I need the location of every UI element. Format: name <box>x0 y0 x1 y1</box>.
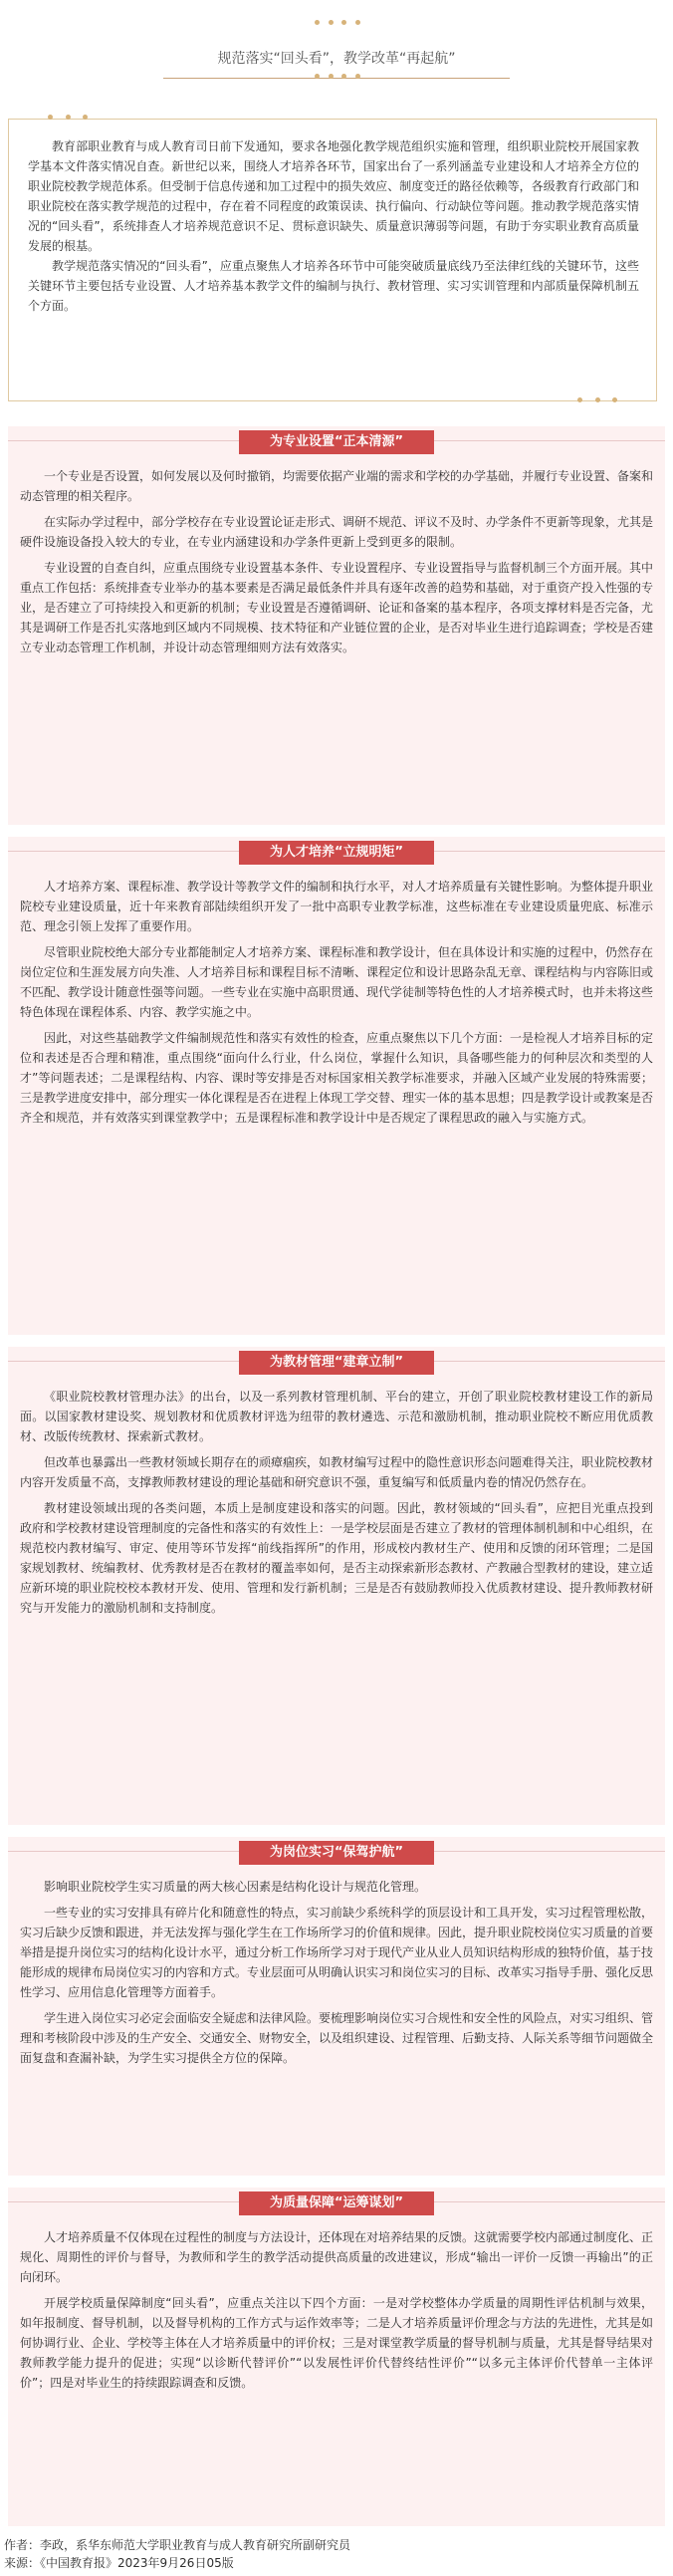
paragraph: 一个专业是否设置，如何发展以及何时撤销，均需要依据产业端的需求和学校的办学基础，并履行专业设置、备案和动态管理的相关程序。 <box>20 469 654 503</box>
section-heading: 为质量保障“运筹谋划” <box>239 2191 434 2215</box>
decor-dot-icon <box>83 115 88 120</box>
paragraph: 教材建设领域出现的各类问题，本质上是制度建设和落实的问题。因此，教材领域的“回头看”，应把目光重点投到政府和学校教材建设管理制度的完备性和落实的有效性上：一是学校层面是否建立了教材的管理体制机制和中心组织，在规范校内教材编写、审定、使用等环节发挥“前线指挥所”的作用，形成校内教材生产、使用和反馈的闭环管理；二是国家规划教材、统编教材、优秀教材是否在教材的覆盖率如何，是否主动探索新形态教材、产教融合型教材的建设，建立适应新环境的职业院校校本教材开发、使用、管理和发行新机制；三是是否有鼓励教师投入优质教材建设、提升教师教材研究与开发能力的激励机制和支持制度。 <box>20 1501 654 1615</box>
intro-dots-bottom <box>577 397 617 405</box>
section-heading: 为教材管理“建章立制” <box>239 1351 434 1375</box>
decor-dot-icon <box>577 397 582 402</box>
intro-box <box>8 115 657 401</box>
paragraph: 学生进入岗位实习必定会面临安全疑虑和法律风险。要梳理影响岗位实习合规性和安全性的风险点，对实习组织、管理和考核阶段中涉及的生产安全、交通安全、财物安全，以及组织建设、过程管理、后勤支持、人际关系等细节问题做全面复盘和查漏补缺，为学生实习提供全方位的保障。 <box>20 2011 654 2065</box>
page-title: 规范落实“回头看”，教学改革“再起航” <box>217 51 456 67</box>
section-textbook <box>8 1347 665 1825</box>
section-header <box>8 1347 665 1377</box>
section-major-setup <box>8 426 665 825</box>
section-header <box>8 2188 665 2217</box>
decor-dot-icon <box>355 74 360 79</box>
section-body <box>20 2227 653 2399</box>
section-body <box>20 1877 653 2074</box>
intro-text <box>28 136 639 316</box>
paragraph: 开展学校质量保障制度“回头看”，应重点关注以下四个方面：一是对学校整体办学质量的周期性评估机制与效果，如年报制度、督导机制，以及督导机构的工作方式与运作效率等；二是人才培养质量评价理念与方法的先进性，尤其是如何协调行业、企业、学校等主体在人才培养质量中的评价权；三是对课堂教学质量的督导机制与质量，尤其是督导结果对教师教学能力提升的促进；实现“以诊断代替评价”“以发展性评价代替终结性评价”“以多元主体评价代替单一主体评价”；四是对毕业生的持续跟踪调查和反馈。 <box>20 2296 654 2390</box>
decor-dot-icon <box>48 115 53 120</box>
section-header <box>8 1837 665 1867</box>
section-body <box>20 877 653 1134</box>
paragraph: 《职业院校教材管理办法》的出台，以及一系列教材管理机制、平台的建立，开创了职业院校教材建设工作的新局面。以国家教材建设奖、规划教材和优质教材评选为纽带的教材遴选、示范和激励机制，推动职业院校不断应用优质教材、改版传统教材、探索新式教材。 <box>20 1390 653 1443</box>
section-internship <box>8 1837 665 2176</box>
section-quality-assurance <box>8 2188 665 2526</box>
section-body <box>20 1387 653 1624</box>
intro-paragraph: 教学规范落实情况的“回头看”，应重点聚焦人才培养各环节中可能突破质量底线乃至法律红线的关键环节，这些关键环节主要包括专业设置、人才培养基本教学文件的编制与执行、教材管理、实习实训管理和内部质量保障机制五个方面。 <box>28 259 639 313</box>
source-line: 来源：《中国教育报》2023年9月26日05版 <box>4 2556 234 2570</box>
title-dots-bottom <box>315 74 360 82</box>
decor-dot-icon <box>612 397 617 402</box>
decor-dot-icon <box>315 74 320 79</box>
paragraph: 一些专业的实习安排具有碎片化和随意性的特点，实习前缺少系统科学的顶层设计和工具开发，实习过程管理松散，实习后缺少反馈和跟进，并无法发挥与强化学生在工作场所学习的价值和规律。因此，提升职业院校岗位实习质量的首要举措是提升岗位实习的结构化设计水平，通过分析工作场所学习对于现代产业从业人员知识结构形成的独特价值，基于技能形成的规律布局岗位实习的内容和方式。专业层面可从明确认识实习和岗位实习的目标、改革实习指导手册、强化反思性学习、应用信息化管理等方面着手。 <box>20 1906 654 1999</box>
section-header <box>8 426 665 456</box>
section-header <box>8 837 665 867</box>
decor-dot-icon <box>329 74 334 79</box>
author-line: 作者：李政，系华东师范大学职业教育与成人教育研究所副研究员 <box>4 2538 351 2552</box>
paragraph: 在实际办学过程中，部分学校存在专业设置论证走形式、调研不规范、评议不及时、办学条件不更新等现象，尤其是硬件设施设备投入较大的专业，在专业内涵建设和办学条件更新上受到更多的限制。 <box>20 515 654 549</box>
paragraph: 但改革也暴露出一些教材领域长期存在的顽瘴痼疾，如教材编写过程中的隐性意识形态问题难得关注，职业院校教材内容开发质量不高，支撑教师教材建设的理论基础和研究意识不强，重复编写和低质量内卷的情况仍然存在。 <box>20 1455 654 1489</box>
section-heading: 为人才培养“立规明矩” <box>239 841 434 865</box>
section-talent-training <box>8 837 665 1335</box>
section-body <box>20 466 653 663</box>
section-heading: 为岗位实习“保驾护航” <box>239 1841 434 1865</box>
title-block <box>0 16 673 86</box>
section-heading: 为专业设置“正本清源” <box>239 430 434 454</box>
paragraph: 尽管职业院校绝大部分专业都能制定人才培养方案、课程标准和教学设计，但在具体设计和实施的过程中，仍然存在岗位定位和生涯发展方向失准、人才培养目标和课程目标不清晰、课程定位和设计思路杂乱无章、课程结构与内容陈旧或不匹配、教学设计随意性强等问题。一些专业在实施中高职贯通、现代学徒制等特色性的人才培养模式时，也并未将这些特色体现在课程体系、内容、教学实施之中。 <box>20 945 654 1019</box>
decor-dot-icon <box>595 397 600 402</box>
article-footer <box>4 2536 669 2572</box>
paragraph: 人才培养质量不仅体现在过程性的制度与方法设计，还体现在对培养结果的反馈。这就需要学校内部通过制度化、正规化、周期性的评价与督导，为教师和学生的教学活动提供高质量的改进建议，形成“输出一评价一反馈一再输出”的正向闭环。 <box>20 2230 654 2284</box>
intro-paragraph: 教育部职业教育与成人教育司日前下发通知，要求各地强化教学规范组织实施和管理，组织职业院校开展国家教学基本文件落实情况自查。新世纪以来，围绕人才培养各环节，国家出台了一系列涵盖专业建设和人才培养全方位的职业院校教学规范体系。但受制于信息传递和加工过程中的损失效应、制度变迁的路径依赖等，各级教育行政部门和职业院校在落实教学规范的过程中，存在着不同程度的政策误读、执行偏向、行动缺位等问题。推动教学规范落实情况的“回头看”，系统排查人才培养规范意识不足、贯标意识缺失、质量意识薄弱等问题，有助于夯实职业教育高质量发展的根基。 <box>28 139 639 253</box>
decor-dot-icon <box>341 74 346 79</box>
paragraph: 专业设置的自查自纠，应重点围绕专业设置基本条件、专业设置程序、专业设置指导与监督机制三个方面开展。其中重点工作包括：系统排查专业举办的基本要素是否满足最低条件并具有逐年改善的趋势和基础，对于重资产投入性强的专业，是否建立了可持续投入和更新的机制；专业设置是否遵循调研、论证和备案的基本程序，各项支撑材料是否完备，尤其是调研工作是否扎实落地到区域内不同规模、技术特征和产业链位置的企业，是否对毕业生进行追踪调查；学校是否建立专业动态管理工作机制，并设计动态管理细则方法有效落实。 <box>20 561 654 654</box>
intro-dots-top <box>48 115 88 123</box>
paragraph: 因此，对这些基础教学文件编制规范性和落实有效性的检查，应重点聚焦以下几个方面：一是检视人才培养目标的定位和表述是否合理和精准，重点围绕“面向什么行业，什么岗位，掌握什么知识，具备哪些能力的何种层次和类型的人才”等问题表述；二是课程结构、内容、课时等安排是否对标国家相关教学标准要求，并融入区域产业发展的特殊需要；三是教学进度安排中，部分理实一体化课程是否在进程上体现工学交替、理实一体的基本思想；四是教学设计或教案是否齐全和规范，并有效落实到课堂教学中；五是课程标准和教学设计中是否规定了课程思政的融入与实施方式。 <box>20 1031 654 1125</box>
paragraph: 影响职业院校学生实习质量的两大核心因素是结构化设计与规范化管理。 <box>44 1880 427 1894</box>
paragraph: 人才培养方案、课程标准、教学设计等教学文件的编制和执行水平，对人才培养质量有关键性影响。为整体提升职业院校专业建设质量，近十年来教育部陆续组织开发了一批中高职专业教学标准，这些标准在专业建设质量兜底、标准示范、理念引领上发挥了重要作用。 <box>20 880 654 933</box>
decor-dot-icon <box>66 115 71 120</box>
